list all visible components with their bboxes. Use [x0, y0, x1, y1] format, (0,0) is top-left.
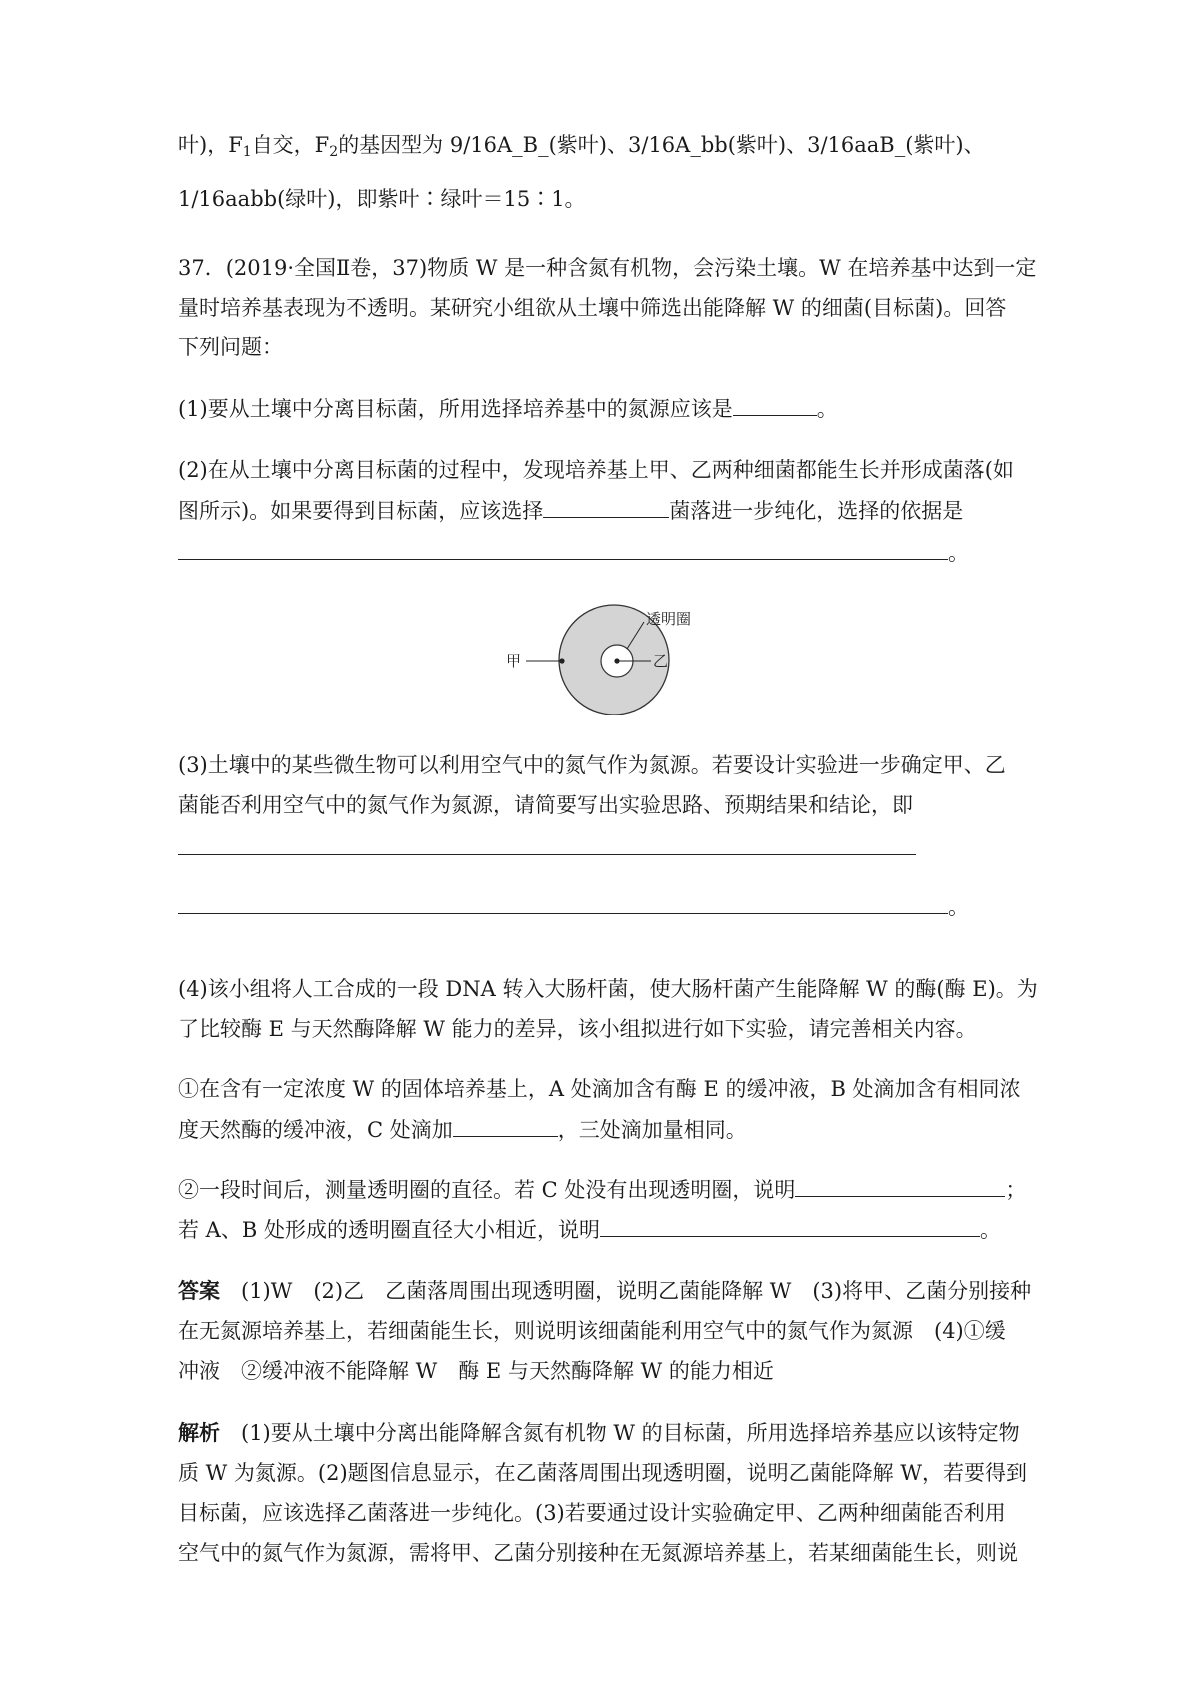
text: 度天然酶的缓冲液，C 处滴加 [178, 1118, 453, 1142]
answer-blank [795, 1174, 1005, 1197]
text: 叶)，F [178, 133, 243, 157]
colony-figure [500, 600, 720, 715]
text: 图所示)。如果要得到目标菌，应该选择 [178, 499, 544, 523]
answer-blank [178, 559, 948, 560]
text: ； [1005, 1178, 1027, 1202]
answer-blank [178, 854, 916, 855]
period: 。 [948, 895, 969, 919]
text: ②一段时间后，测量透明圈的直径。若 C 处没有出现透明圈，说明 [178, 1178, 796, 1202]
answer-line-3: 冲液 ②缓冲液不能降解 W 酶 E 与天然酶降解 W 的能力相近 [178, 1359, 774, 1383]
analysis-line-4: 空气中的氮气作为氮源，需将甲、乙菌分别接种在无氮源培养基上，若某细菌能生长，则说 [178, 1541, 1018, 1565]
text: 若 A、B 处形成的透明圈直径大小相近，说明 [178, 1218, 600, 1242]
answer-blank [600, 1214, 980, 1237]
subscript: 2 [329, 144, 339, 160]
text: (1)要从土壤中分离目标菌，所用选择培养基中的氮源应该是 [178, 397, 733, 421]
answer-blank [543, 495, 669, 518]
text: 自交，F [251, 133, 330, 157]
answer-blank [733, 393, 817, 416]
analysis-label: 解析 [178, 1420, 220, 1445]
step-2-line-2 [178, 1214, 1028, 1245]
prev-answer-line-2: 1/16aabb(绿叶)，即紫叶∶绿叶＝15∶1。 [178, 187, 586, 211]
question-intro-3: 下列问题： [178, 335, 283, 359]
analysis-line-3: 目标菌，应该选择乙菌落进一步纯化。(3)若要通过设计实验确定甲、乙两种细菌能否利用 [178, 1501, 1006, 1525]
sub-question-3-line-2: 菌能否利用空气中的氮气作为氮源，请简要写出实验思路、预期结果和结论，即 [178, 793, 913, 817]
sub-question-4-line-2: 了比较酶 E 与天然酶降解 W 能力的差异，该小组拟进行如下实验，请完善相关内容。 [178, 1017, 977, 1041]
question-intro-1: 37．(2019·全国Ⅱ卷，37)物质 W 是一种含氮有机物，会污染土壤。W 在培养基中达到一定 [178, 256, 1037, 280]
label-yi: 乙 [653, 652, 669, 670]
analysis-line-1 [178, 1418, 1028, 1448]
sub-question-1 [178, 393, 1028, 424]
sub-question-3-line-1: (3)土壤中的某些微生物可以利用空气中的氮气作为氮源。若要设计实验进一步确定甲、乙 [178, 753, 1006, 777]
question-intro-2: 量时培养基表现为不透明。某研究小组欲从土壤中筛选出能降解 W 的细菌(目标菌)。回答 [178, 296, 1007, 320]
label-clear-zone: 透明圈 [646, 610, 692, 628]
sub-question-4-line-1: (4)该小组将人工合成的一段 DNA 转入大肠杆菌，使大肠杆菌产生能降解 W 的酶(酶 E)。为 [178, 977, 1038, 1001]
colony-jia [559, 658, 564, 663]
answer-blank [453, 1114, 558, 1137]
answer-line-1 [178, 1276, 1032, 1306]
step-2-line-1 [178, 1174, 1028, 1205]
text: 菌落进一步纯化，选择的依据是 [669, 499, 964, 523]
colony-yi [614, 658, 619, 663]
analysis-line-2: 质 W 为氮源。(2)题图信息显示，在乙菌落周围出现透明圈，说明乙菌能降解 W，若要得到 [178, 1461, 1027, 1485]
answer-line-2: 在无氮源培养基上，若细菌能生长，则说明该细菌能利用空气中的氮气作为氮源 (4)①缓 [178, 1319, 1006, 1343]
text: 的基因型为 9/16A_B_(紫叶)、3/16A_bb(紫叶)、3/16aaB_(紫叶)、 [338, 133, 985, 157]
step-1-line-1: ①在含有一定浓度 W 的固体培养基上，A 处滴加含有酶 E 的缓冲液，B 处滴加含有相同浓 [178, 1077, 1021, 1101]
text: 。 [816, 397, 838, 421]
prev-answer-line-1 [178, 130, 1028, 167]
period: 。 [948, 541, 969, 565]
subscript: 1 [242, 144, 252, 160]
sub-question-2-line-1: (2)在从土壤中分离目标菌的过程中，发现培养基上甲、乙两种细菌都能生长并形成菌落(如 [178, 458, 1014, 482]
sub-question-2-line-2 [178, 495, 1028, 526]
text: ，三处滴加量相同。 [557, 1118, 747, 1142]
answer-blank [178, 913, 948, 914]
step-1-line-2 [178, 1114, 1028, 1145]
text: (1)要从土壤中分离出能降解含氮有机物 W 的目标菌，所用选择培养基应以该特定物 [241, 1421, 1020, 1445]
answer-label: 答案 [178, 1278, 220, 1303]
label-jia: 甲 [506, 652, 522, 670]
text: 。 [979, 1218, 1001, 1242]
text: (1)W (2)乙 乙菌落周围出现透明圈，说明乙菌能降解 W (3)将甲、乙菌分别接种 [241, 1279, 1032, 1303]
